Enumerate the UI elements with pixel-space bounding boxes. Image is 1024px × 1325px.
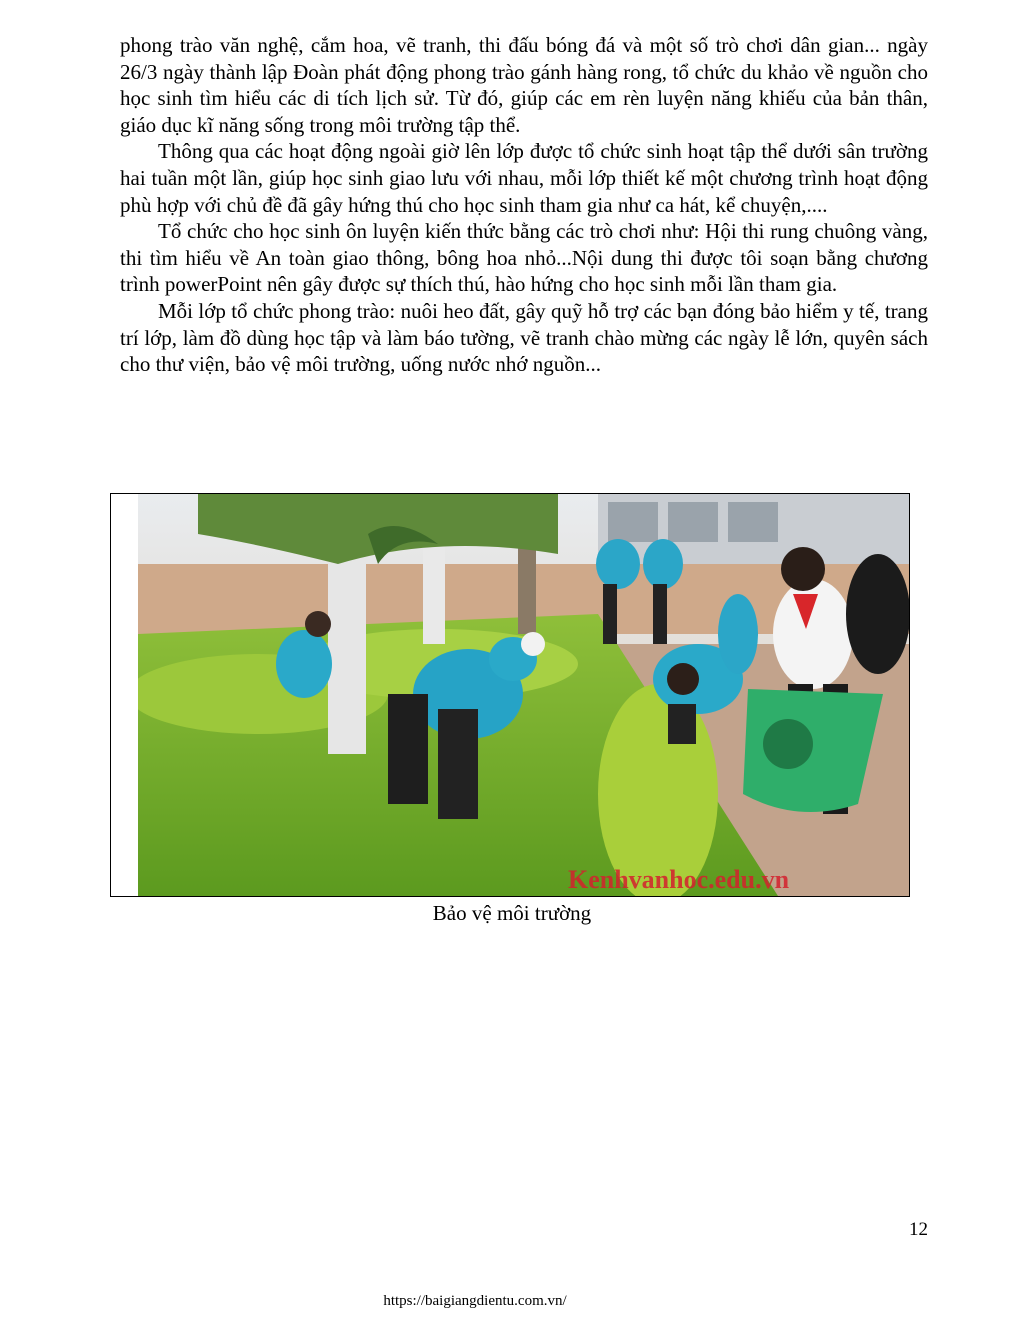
figure-frame [110, 493, 910, 897]
footer-url: https://baigiangdientu.com.vn/ [383, 1293, 567, 1309]
paragraph-quiz-games: Tổ chức cho học sinh ôn luyện kiến thức bằng các trò chơi như: Hội thi rung chuông vàng, thi tìm hiểu về An toàn giao thông, bông hoa nhỏ...Nội dung thi được tôi soạn bằng chương trình powerPoint nên gây được sự thích thú, hào hứng cho học sinh mỗi lần tham gia. [120, 219, 928, 297]
body-text [120, 32, 928, 378]
students-gardening-photo [138, 494, 910, 896]
paragraph-activities: Thông qua các hoạt động ngoài giờ lên lớp được tổ chức sinh hoạt tập thể dưới sân trường hai tuần một lần, giúp học sinh giao lưu với nhau, mỗi lớp thiết kế một chương trình hoạt động phù hợp với chủ đề đã gây hứng thú cho học sinh tham gia như ca hát, kể chuyện,.... [120, 139, 928, 217]
figure-caption: Bảo vệ môi trường [432, 901, 592, 925]
paragraph-class-movements: Mỗi lớp tổ chức phong trào: nuôi heo đất, gây quỹ hỗ trợ các bạn đóng bảo hiểm y tế, trang trí lớp, làm đồ dùng học tập và làm báo tường, vẽ tranh chào mừng các ngày lễ lớn, quyên sách cho thư viện, bảo vệ môi trường, uống nước nhớ nguồn... [120, 298, 928, 377]
paragraph-continuation: phong trào văn nghệ, cắm hoa, vẽ tranh, thi đấu bóng đá và một số trò chơi dân gian... ngày 26/3 ngày thành lập Đoàn phát động phong trào gánh hàng rong, tổ chức du khảo về nguồn cho học sinh tìm hiểu các di tích lịch sử. Từ đó, giúp các em rèn luyện năng khiếu của bản thân, giáo dục kĩ năng sống trong môi trường tập thể. [120, 33, 928, 137]
page-number: 12 [909, 1219, 928, 1240]
photo-watermark: Kenhvanhoc.edu.vn [568, 865, 790, 894]
